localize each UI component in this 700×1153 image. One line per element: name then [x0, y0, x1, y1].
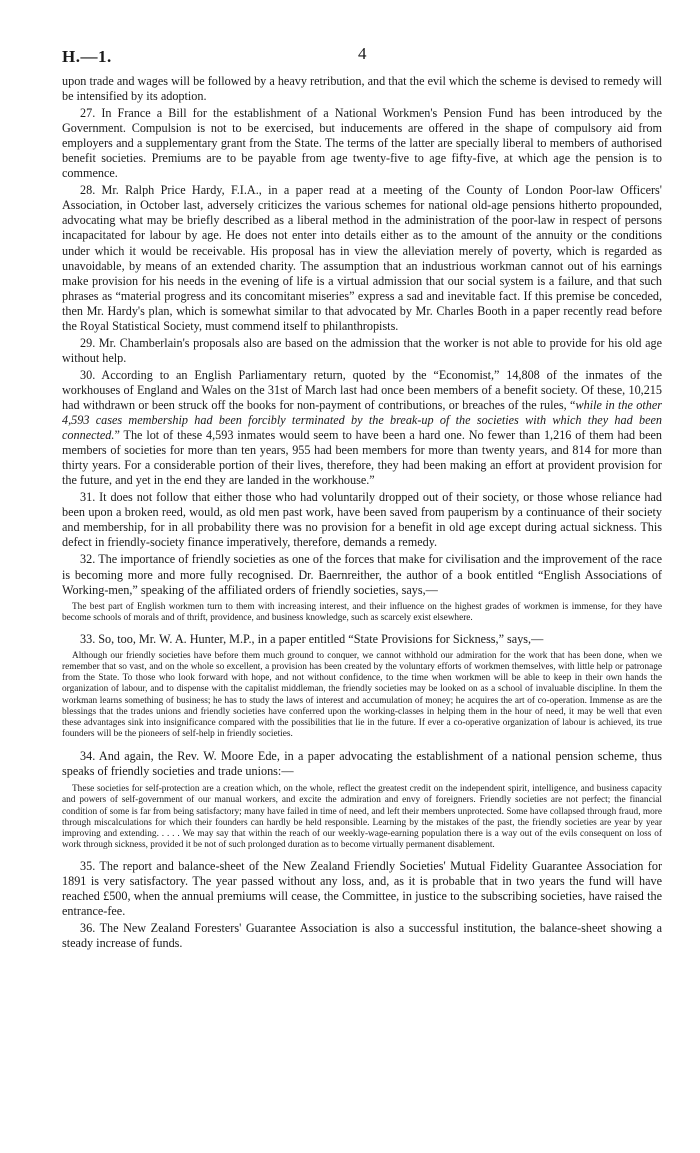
document-body [62, 74, 662, 952]
paragraph-30 [62, 368, 662, 488]
paragraph-28: 28. Mr. Ralph Price Hardy, F.I.A., in a paper read at a meeting of the County of London Poor-law Officers' Association, in October last, adversely criticizes the various schemes for national old-age pensions hitherto propounded, advocating what may be briefly described as a liberal method in the administration of the poor-law in respect of persons incapacitated for labour by age. He does not enter into details either as to the amount of the annuity or the conditions under which it would be receivable. His proposal has in view the alleviation merely of poverty, which is regarded as unavoidable, by means of an extended charity. The assumption that an industrious workman cannot out of his earnings make provision for his needs in the evening of life is a virtual admission that our social system is a failure, and that such phrases as “material progress and its concomitant miseries” express a sad and inevitable fact. If this premise be conceded, then Mr. Hardy's plan, which is somewhat similar to that advocated by Mr. Charles Booth in a paper recently read before the Royal Statistical Society, must commend itself to philanthropists. [62, 183, 662, 333]
document-reference: H.—1. [62, 47, 112, 66]
paragraph-27: 27. In France a Bill for the establishment of a National Workmen's Pension Fund has been introduced by the Government. Compulsion is not to be exercised, but inducements are offered in the shape of compulsory aid from employers and a supplementary grant from the State. The terms of the latter are specially liberal to members of authorised benefit societies. Premiums are to be payable from age twenty-five to age fifty-five, at which age the pension is to commence. [62, 106, 662, 181]
paragraph-36: 36. The New Zealand Foresters' Guarantee Association is also a successful institution, the balance-sheet showing a steady increase of funds. [62, 921, 662, 951]
paragraph-32: 32. The importance of friendly societies as one of the forces that make for civilisation and the improvement of the race is becoming more and more fully recognised. Dr. Baernreither, the author of a book entitled “English Associations of Working-men,” speaking of the affiliated orders of friendly societies, says,— [62, 552, 662, 597]
page-number: 4 [358, 44, 367, 63]
paragraph-35: 35. The report and balance-sheet of the New Zealand Friendly Societies' Mutual Fidelity Guarantee Association for 1891 is very satisfactory. The year passed without any loss, and, as it is probable that in two years the fund will have reached £500, when the annual premiums will cease, the Committee, in justice to the subscribing societies, have raised the entrance-fee. [62, 859, 662, 919]
paragraph-34: 34. And again, the Rev. W. Moore Ede, in a paper advocating the establishment of a national pension scheme, thus speaks of friendly societies and trade unions:— [62, 749, 662, 779]
quote-moore-ede: These societies for self-protection are a creation which, on the whole, reflect the greatest credit on the independent spirit, intelligence, and business capacity and powers of self-government of our manual workers, and excite the admiration and envy of foreigners. Friendly societies are not perfect; the financial condition of some is far from being satisfactory; many have failed in time of need, and left their members unprotected. Some have collapsed through fraud, more through miscalculations for which their founders can hardly be held responsible. Learning by the mistakes of the past, the friendly societies are year by year improving and extending. . . . . We may say that within the reach of our weekly-wage-earning population there is a way out of the evils consequent on loss of work through sickness, provided it be not of such prolonged duration as to become virtually permanent disablement. [62, 784, 662, 851]
paragraph-30-text-b: ” The lot of these 4,593 inmates would seem to have been a hard one. No fewer than 1,216 of them had been members of societies for more than ten years, 955 had been members for more than twenty years, and 814 for more than thirty years. For a considerable portion of their lives, therefore, they had been making an effort at provident provision for the future, and yet in the end they are landed in the workhouse.” [62, 428, 662, 488]
paragraph-30-italic-quote: while in the other 4,593 cases membership had been forcibly terminated by the break-up of the societies with which they had been connected. [62, 397, 662, 443]
page-header [62, 44, 662, 74]
paragraph-29: 29. Mr. Chamberlain's proposals also are based on the admission that the worker is not able to provide for his old age without help. [62, 335, 662, 365]
paragraph-31: 31. It does not follow that either those who had voluntarily dropped out of their society, or those whose reliance had been upon a broken reed, would, as old men past work, have been saved from pauperism by a continuance of their society and membership, for in all probability there was no provision for a benefit in old age except during actual sickness. This defect in friendly-society finance imperatively, therefore, demands a remedy. [62, 490, 662, 550]
paragraph-33: 33. So, too, Mr. W. A. Hunter, M.P., in a paper entitled “State Provisions for Sickness,” says,— [80, 631, 544, 646]
paragraph-continuation: upon trade and wages will be followed by a heavy retribution, and that the evil which the scheme is devised to remedy will be intensified by its adoption. [62, 74, 662, 104]
paragraph-30-text-a: 30. According to an English Parliamentary return, quoted by the “Economist,” 14,808 of the inmates of the workhouses of England and Wales on the 31st of March last had once been members of a benefit society. Of these, 10,215 had withdrawn or been struck off the books for non-payment of contributions, or breaches of the rules, “ [62, 367, 662, 412]
quote-baernreither: The best part of English workmen turn to them with increasing interest, and their influence on the highest grades of workmen is immense, for they have become schools of morals and of thrift, providence, and business knowledge, such as scarcely exist elsewhere. [62, 601, 662, 623]
quote-hunter: Although our friendly societies have before them much ground to conquer, we cannot withhold our admiration for the work that has been done, when we remember that so vast, and on the whole so excellent, a provision has been created by the voluntary efforts of workmen themselves, with little help or patronage from the State. To those who look forward with hope, and not without confidence, to the time when workmen will be able to keep in their own hands the organization of labour, and to dispense with the capitalist middleman, the friendly societies may be looked on as a school of invaluable discipline. In them the workman learns something of business; he has to study the laws of interest and accumulation of money; he acquires the art of co-operation. Immense as are the blessings that the trades unions and friendly societies have conferred upon the working-classes in helping them in the hour of need, it may be well that even these advantages sink into insignificance compared with the possibilities that lie in the future. If ever a co-operative organization of labour is achieved, its true founders will be the pioneers of self-help in friendly societies. [62, 650, 662, 740]
